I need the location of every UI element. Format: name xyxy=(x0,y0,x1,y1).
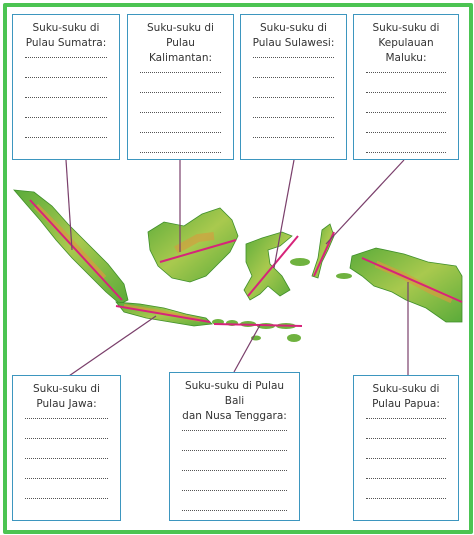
answer-line[interactable] xyxy=(140,112,221,113)
answer-line[interactable] xyxy=(25,77,107,78)
answer-line[interactable] xyxy=(25,418,108,419)
answer-line[interactable] xyxy=(366,438,446,439)
answer-line[interactable] xyxy=(366,418,446,419)
box-jawa xyxy=(12,375,121,521)
answer-line[interactable] xyxy=(366,498,446,499)
answer-line[interactable] xyxy=(182,450,287,451)
answer-line[interactable] xyxy=(25,137,107,138)
box-title-line: Kepulauan Maluku: xyxy=(378,37,434,64)
answer-line[interactable] xyxy=(366,152,446,153)
answer-lines xyxy=(19,418,114,499)
answer-line[interactable] xyxy=(25,117,107,118)
answer-line[interactable] xyxy=(182,470,287,471)
box-maluku xyxy=(353,14,459,160)
answer-line[interactable] xyxy=(253,97,334,98)
answer-line[interactable] xyxy=(25,458,108,459)
answer-line[interactable] xyxy=(366,458,446,459)
answer-line[interactable] xyxy=(253,77,334,78)
answer-lines xyxy=(360,72,452,153)
answer-line[interactable] xyxy=(25,57,107,58)
box-sulawesi xyxy=(240,14,347,160)
box-title-line: Suku-suku di xyxy=(372,22,440,34)
answer-line[interactable] xyxy=(25,478,108,479)
box-kalimantan-title xyxy=(134,21,227,66)
answer-line[interactable] xyxy=(140,132,221,133)
answer-line[interactable] xyxy=(366,132,446,133)
answer-line[interactable] xyxy=(25,498,108,499)
box-maluku-title xyxy=(360,21,452,66)
box-title-line: Pulau Papua: xyxy=(372,398,440,410)
box-title-line: Suku-suku di xyxy=(147,22,214,34)
answer-line[interactable] xyxy=(366,72,446,73)
box-jawa-title xyxy=(19,382,114,412)
box-papua-title xyxy=(360,382,452,412)
answer-lines xyxy=(360,418,452,499)
box-title-line: Suku-suku di Pulau Bali xyxy=(184,380,285,407)
box-sumatra xyxy=(12,14,120,160)
answer-line[interactable] xyxy=(366,112,446,113)
answer-lines xyxy=(247,57,340,138)
answer-line[interactable] xyxy=(25,97,107,98)
box-bali-nusa-tenggara-title xyxy=(176,379,293,424)
box-bali-nusa-tenggara xyxy=(169,372,300,521)
box-title-line: Suku-suku di xyxy=(33,383,100,395)
answer-line[interactable] xyxy=(182,490,287,491)
sulawesi-island xyxy=(244,232,292,300)
box-title-line: Pulau Kalimantan: xyxy=(148,37,213,64)
box-title-line: Pulau Sulawesi: xyxy=(252,37,335,49)
answer-line[interactable] xyxy=(253,117,334,118)
box-title-line: Suku-suku di xyxy=(32,22,100,34)
box-title-line: dan Nusa Tenggara: xyxy=(182,410,287,422)
answer-line[interactable] xyxy=(25,438,108,439)
answer-lines xyxy=(176,430,293,511)
box-title-line: Suku-suku di xyxy=(260,22,327,34)
answer-line[interactable] xyxy=(182,510,287,511)
answer-lines xyxy=(19,57,113,138)
box-kalimantan xyxy=(127,14,234,160)
answer-line[interactable] xyxy=(253,57,334,58)
answer-line[interactable] xyxy=(182,430,287,431)
box-title-line: Suku-suku di xyxy=(372,383,440,395)
box-title-line: Pulau Jawa: xyxy=(36,398,97,410)
answer-line[interactable] xyxy=(140,152,221,153)
box-papua xyxy=(353,375,459,521)
answer-line[interactable] xyxy=(140,72,221,73)
answer-lines xyxy=(134,72,227,153)
answer-line[interactable] xyxy=(253,137,334,138)
answer-line[interactable] xyxy=(140,92,221,93)
answer-line[interactable] xyxy=(366,478,446,479)
maluku-islands xyxy=(312,224,334,278)
box-sumatra-title xyxy=(19,21,113,51)
answer-line[interactable] xyxy=(366,92,446,93)
box-sulawesi-title xyxy=(247,21,340,51)
box-title-line: Pulau Sumatra: xyxy=(25,37,107,49)
